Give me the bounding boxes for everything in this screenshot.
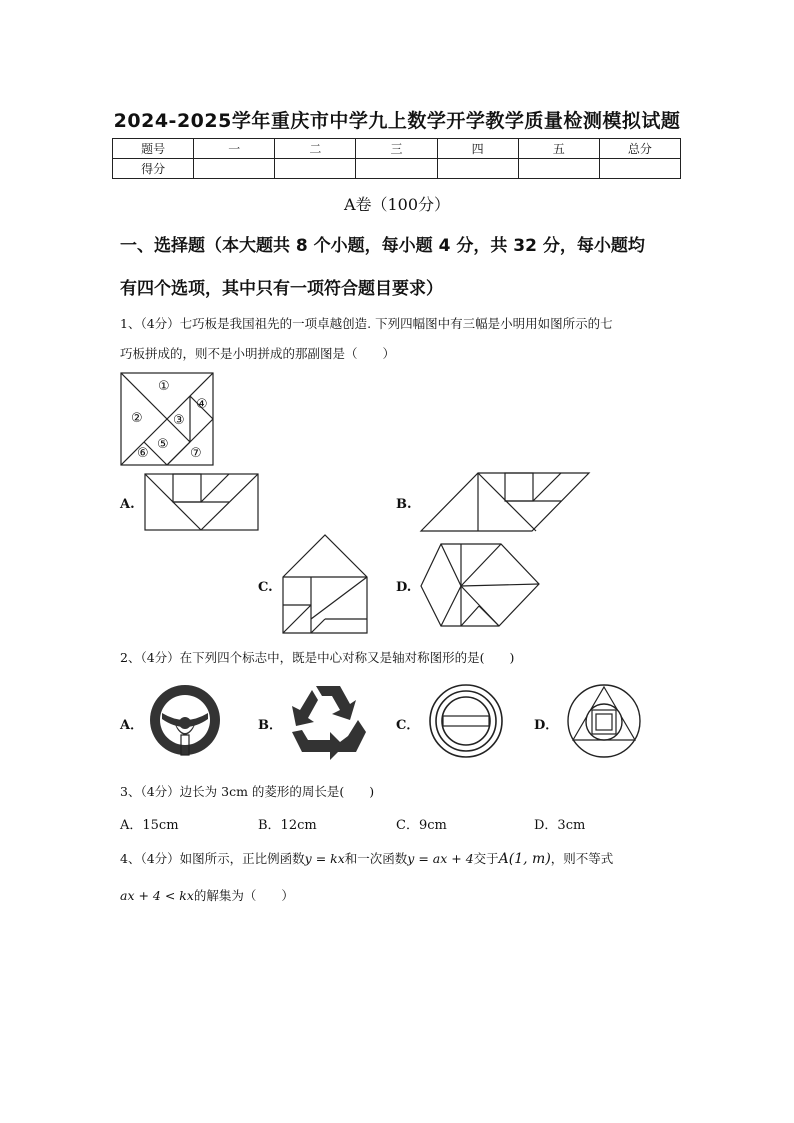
score-table-cell (437, 159, 518, 179)
q1-option-b-figure[interactable] (421, 473, 591, 533)
tangram-piece-2-label: ② (131, 411, 143, 426)
q3-option-a[interactable]: A．15cm (120, 818, 179, 833)
section-heading-line2: 有四个选项，其中只有一项符合题目要求） (120, 279, 443, 299)
tangram-piece-4-label: ④ (196, 397, 208, 412)
score-table-header-row (113, 139, 681, 159)
q1-option-d-label[interactable]: D. (396, 580, 412, 595)
q4-text-line2 (120, 886, 690, 904)
q1-option-c-label[interactable]: C. (258, 580, 273, 595)
score-table-cell: 三 (356, 139, 437, 159)
q4-text-part4: ，则不等式 (550, 851, 614, 866)
score-table (112, 138, 681, 179)
section-heading-line1: 一、选择题（本大题共 8 个小题，每小题 4 分，共 32 分，每小题均 (120, 236, 645, 256)
q4-text-part2: 和一次函数 (344, 851, 408, 866)
score-table-cell (356, 159, 437, 179)
volume-label: A卷（100分） (343, 195, 451, 214)
q4-text-part5: 的解集为（ ） (193, 888, 294, 903)
score-table-cell: 一 (194, 139, 275, 159)
score-table-cell (194, 159, 275, 179)
tangram-piece-5-label: ⑤ (157, 437, 169, 452)
q2-option-c-label[interactable]: C． (396, 718, 420, 733)
tangram-piece-1-label: ① (158, 379, 170, 394)
q2-option-b-label[interactable]: B． (258, 718, 282, 733)
q2-option-a-logo[interactable] (148, 683, 224, 759)
score-table-cell: 五 (518, 139, 599, 159)
score-table-cell: 总分 (599, 139, 680, 159)
score-table-cell (599, 159, 680, 179)
q3-option-c[interactable]: C．9cm (396, 818, 447, 833)
q2-option-a-label[interactable]: A． (120, 718, 144, 733)
q3-option-d[interactable]: D．3cm (534, 818, 586, 833)
q2-text: 2、（4分）在下列四个标志中，既是中心对称又是轴对称图形的是( ) (120, 650, 515, 665)
q4-text-line1 (120, 849, 690, 867)
score-table-cell: 题号 (113, 139, 194, 159)
q1-text-line2: 巧板拼成的，则不是小明拼成的那副图是（ ） (120, 346, 396, 361)
q4-function-2: y = ax + 4 (407, 851, 474, 866)
q1-option-a-label[interactable]: A. (120, 497, 135, 512)
tangram-piece-6-label: ⑥ (137, 446, 149, 461)
q4-text-part1: 4、（4分）如图所示，正比例函数 (120, 851, 305, 866)
q2-option-b-recycle-icon[interactable] (286, 680, 370, 760)
q2-option-d-logo[interactable] (567, 684, 643, 760)
score-table-cell: 二 (275, 139, 356, 159)
q4-point: A(1, m) (498, 851, 551, 867)
score-table-cell (275, 159, 356, 179)
q1-option-b-label[interactable]: B. (396, 497, 412, 512)
tangram-piece-3-label: ③ (173, 413, 185, 428)
page-title: 2024-2025学年重庆市中学九上数学开学教学质量检测模拟试题 (113, 110, 681, 132)
q4-text-part3: 交于 (473, 851, 499, 866)
q3-text: 3、（4分）边长为 3cm 的菱形的周长是( ) (120, 784, 375, 799)
q1-option-a-figure[interactable] (145, 474, 260, 532)
score-table-cell: 得分 (113, 159, 194, 179)
q3-option-b[interactable]: B．12cm (258, 818, 317, 833)
q1-option-d-figure[interactable] (421, 544, 541, 628)
q2-option-c-logo[interactable] (429, 684, 505, 760)
q4-function-1: y = kx (304, 851, 345, 866)
q4-inequality: ax + 4 < kx (120, 888, 194, 903)
tangram-piece-7-label: ⑦ (190, 446, 202, 461)
score-table-cell: 四 (437, 139, 518, 159)
q1-option-c-figure[interactable] (283, 535, 369, 635)
q2-option-d-label[interactable]: D． (534, 718, 559, 733)
q1-text-line1: 1、（4分）七巧板是我国祖先的一项卓越创造. 下列四幅图中有三幅是小明用如图所示的七 (120, 316, 613, 331)
score-table-cell (518, 159, 599, 179)
score-table-score-row (113, 159, 681, 179)
